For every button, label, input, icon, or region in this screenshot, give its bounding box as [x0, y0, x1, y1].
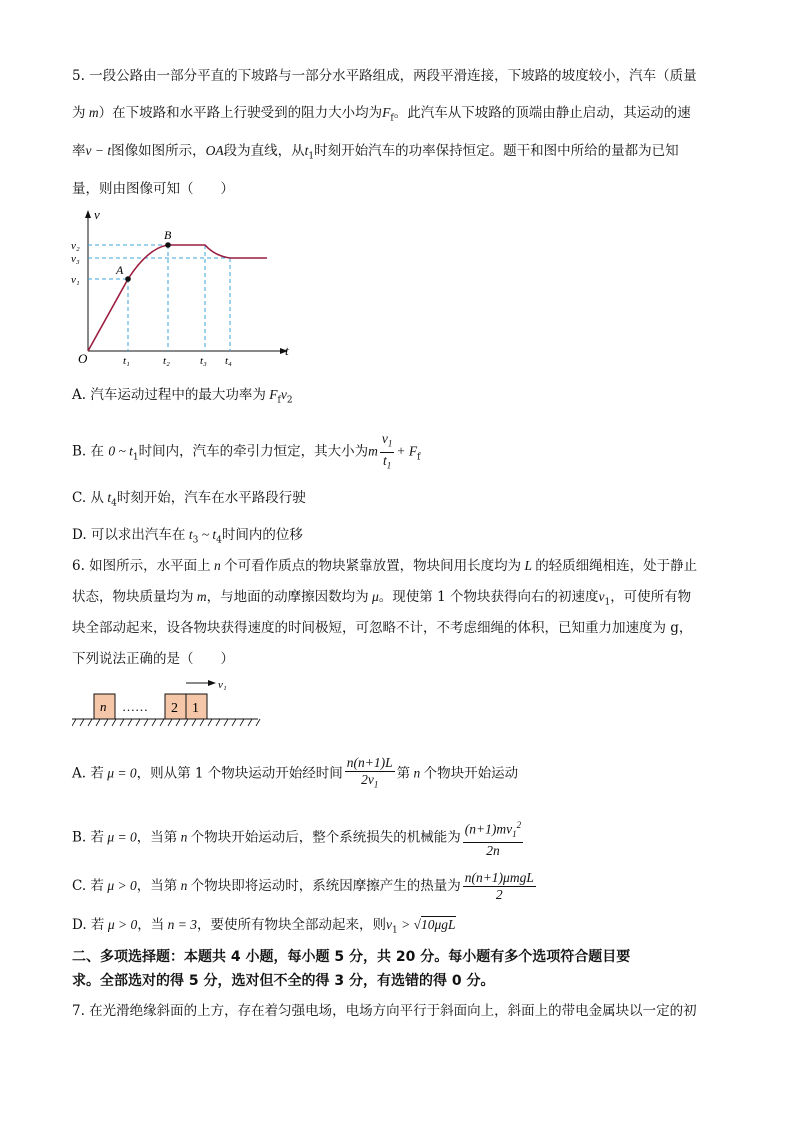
- q6-line2: 状态，物块质量均为 m，与地面的动摩擦因数均为 μ。现使第 1 个物块获得向右的初速度$v_1$，可使所有物: [72, 589, 692, 608]
- q6-option-d: D. 若 μ > 0，当 n = 3，要使所有物块全部动起来，则$v_1 > √10\mu gL$: [72, 917, 456, 936]
- velocity-label: v₁: [218, 679, 227, 691]
- block-n-label: n: [100, 699, 107, 714]
- q6-line1: 6. 如图所示，水平面上 n 个可看作质点的物块紧靠放置，物块间用长度均为 L 的轻质细绳相连，处于静止: [72, 558, 698, 574]
- section2-heading-line1: 二、多项选择题：本题共 4 小题，每小题 5 分，共 20 分。每小题有多个选项符合题目要: [72, 949, 631, 965]
- v1-label: v₁: [71, 274, 80, 286]
- q5-line1: 5. 一段公路由一部分平直的下坡路与一部分水平路组成，两段平滑连接，下坡路的坡度较小，汽车（质量: [72, 68, 697, 84]
- t2-label: t₂: [163, 355, 170, 366]
- q5-option-b: B. 在 0 ~ $t_1$时间内，汽车的牵引力恒定，其大小为m $\frac{v_1}{t_1}$ + $F_f$: [72, 431, 421, 471]
- q6-option-a: A. 若 μ = 0，则从第 1 个物块运动开始经时间 $\frac{n(n+1)L}{2v_1}$ 第 n 个物块开始运动: [72, 755, 519, 790]
- q6-option-b: B. 若 μ = 0，当第 n 个物块开始运动后，整个系统损失的机械能为 $\frac{(n+1)mv_1^2}{2n}$: [72, 817, 525, 859]
- v3-label: v₃: [71, 253, 80, 265]
- q5-option-a: A. 汽车运动过程中的最大功率为 $F_fv_2$: [72, 387, 293, 406]
- t1-label: t₁: [123, 355, 130, 366]
- axis-v-label: v: [94, 207, 100, 222]
- point-b-label: B: [164, 228, 172, 242]
- origin-label: O: [78, 351, 88, 366]
- point-a-label: A: [116, 263, 124, 277]
- axis-t-label: t: [285, 343, 289, 358]
- q7-line1: 7. 在光滑绝缘斜面的上方，存在着匀强电场，电场方向平行于斜面向上，斜面上的带电金属块以一定的初: [72, 1003, 697, 1019]
- t4-label: t₄: [225, 355, 232, 366]
- vt-graph: [70, 206, 302, 366]
- q5-option-c: C. 从 $t_4$时刻开始，汽车在水平路段行驶: [72, 490, 306, 509]
- q5-line3: 率v − t图像如图所示，OA段为直线，从$t_1$时刻开始汽车的功率保持恒定。题干和图中所给的量都为已知: [72, 143, 679, 162]
- q6-option-c: C. 若 μ > 0，当第 n 个物块即将运动时，系统因摩擦产生的热量为 $\frac{\text{n(n+1)μmgL}}{2}$: [72, 870, 534, 902]
- v2-label: v₂: [71, 240, 80, 252]
- q6-line4: 下列说法正确的是（ ）: [72, 651, 234, 667]
- q5-line4: 量，则由图像可知（ ）: [72, 181, 234, 197]
- blocks-figure: [72, 676, 272, 728]
- dots: ……: [122, 699, 148, 714]
- q5-option-d: D. 可以求出汽车在 $t_3$ ~ $t_4$时间内的位移: [72, 527, 303, 546]
- q6-line3: 块全部动起来，设各物块获得速度的时间极短，可忽略不计，不考虑细绳的体积，已知重力加速度为 g，: [72, 620, 693, 636]
- block-2-label: 2: [171, 701, 178, 716]
- q5-line2: 为 m）在下坡路和水平路上行驶受到的阻力大小均为$F_f$。此汽车从下坡路的顶端由静止启动，其运动的速: [72, 105, 691, 124]
- block-1-label: 1: [192, 701, 199, 716]
- section2-heading-line2: 求。全部选对的得 5 分，选对但不全的得 3 分，有选错的得 0 分。: [72, 973, 495, 989]
- t3-label: t₃: [200, 355, 207, 366]
